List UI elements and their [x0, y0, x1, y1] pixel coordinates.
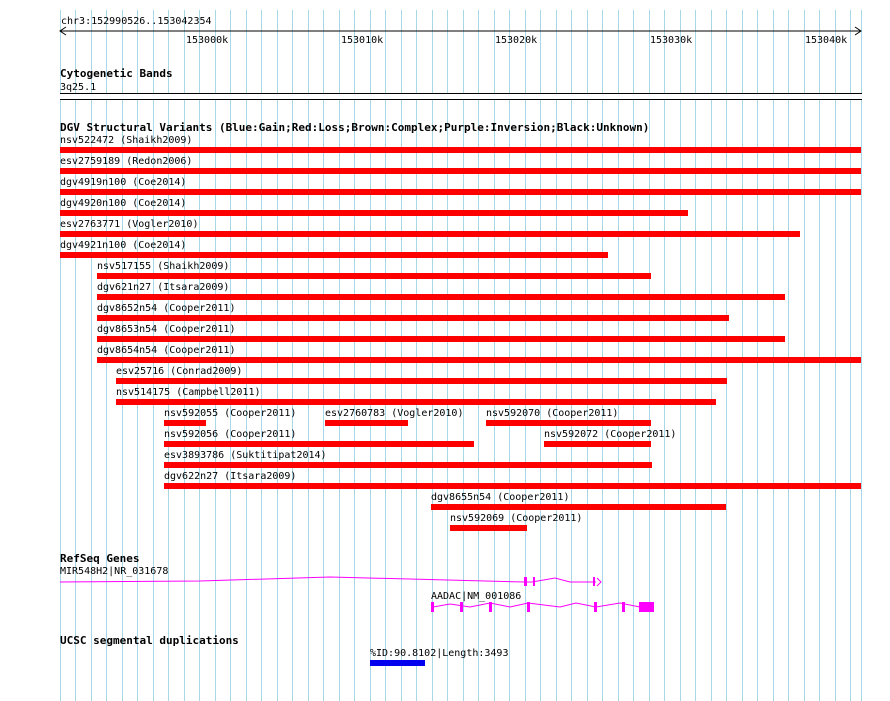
dgv-feature-label[interactable]: nsv592069 (Cooper2011) [450, 513, 583, 524]
ruler-tick-label: 153040k [805, 35, 848, 46]
gene-label-aadac[interactable]: AADAC|NM_001086 [431, 591, 522, 602]
dgv-feature-bar[interactable] [60, 210, 688, 216]
ruler-tick-label: 153030k [650, 35, 693, 46]
dgv-feature-label[interactable]: nsv517155 (Shaikh2009) [97, 261, 230, 272]
dgv-feature-bar[interactable] [97, 294, 785, 300]
ruler[interactable] [0, 0, 890, 60]
exon [431, 602, 434, 612]
cytoband-track-title[interactable]: Cytogenetic Bands [60, 67, 173, 80]
exon [622, 602, 625, 612]
dgv-feature-bar[interactable] [431, 504, 726, 510]
dgv-feature-label[interactable]: esv2759189 (Redon2006) [60, 156, 193, 167]
dgv-feature-bar[interactable] [97, 273, 651, 279]
gene-mir548h2[interactable] [60, 577, 601, 586]
dgv-feature-label[interactable]: dgv8654n54 (Cooper2011) [97, 345, 236, 356]
segdup-label[interactable]: %ID:90.8102|Length:3493 [370, 648, 509, 659]
dgv-feature-bar[interactable] [97, 336, 785, 342]
dgv-feature-bar[interactable] [60, 231, 800, 237]
dgv-feature-bar[interactable] [325, 420, 408, 426]
dgv-feature-bar[interactable] [164, 441, 474, 447]
dgv-feature-label[interactable]: dgv8653n54 (Cooper2011) [97, 324, 236, 335]
exon [533, 577, 535, 586]
refseq-track-title[interactable]: RefSeq Genes [60, 552, 140, 565]
dgv-feature-label[interactable]: dgv8655n54 (Cooper2011) [431, 492, 570, 503]
dgv-feature-bar[interactable] [164, 462, 652, 468]
dgv-feature-label[interactable]: dgv4921n100 (Coe2014) [60, 240, 187, 251]
dgv-feature-bar[interactable] [97, 315, 729, 321]
exon [593, 577, 595, 586]
dgv-feature-bar[interactable] [164, 420, 206, 426]
segdup-feature[interactable] [370, 660, 425, 666]
exon [594, 602, 597, 612]
segdup-track-title[interactable]: UCSC segmental duplications [60, 634, 239, 647]
ruler-tick-label: 153010k [341, 35, 384, 46]
exon [489, 602, 492, 612]
dgv-feature-bar[interactable] [60, 168, 861, 174]
dgv-feature-label[interactable]: esv25716 (Conrad2009) [116, 366, 243, 377]
dgv-track-title[interactable]: DGV Structural Variants (Blue:Gain;Red:Loss;Brown:Complex;Purple:Inversion;Black:Unknown) [60, 121, 650, 134]
exon [524, 577, 527, 586]
dgv-feature-label[interactable]: nsv514175 (Campbell2011) [116, 387, 261, 398]
dgv-feature-bar[interactable] [544, 441, 651, 447]
dgv-feature-bar[interactable] [486, 420, 651, 426]
cytoband-bar[interactable] [60, 93, 862, 100]
dgv-feature-label[interactable]: dgv621n27 (Itsara2009) [97, 282, 230, 293]
dgv-feature-bar[interactable] [60, 147, 861, 153]
dgv-feature-bar[interactable] [450, 525, 527, 531]
dgv-feature-label[interactable]: nsv592056 (Cooper2011) [164, 429, 297, 440]
strand-arrow-icon [597, 578, 601, 586]
refseq-genes-glyphs[interactable] [0, 570, 890, 620]
exon [639, 602, 654, 612]
exon [460, 602, 463, 612]
dgv-feature-label[interactable]: nsv592055 (Cooper2011) [164, 408, 297, 419]
gene-aadac[interactable] [431, 602, 654, 612]
dgv-feature-bar[interactable] [60, 189, 861, 195]
ruler-tick-label: 153020k [495, 35, 538, 46]
dgv-feature-bar[interactable] [97, 357, 861, 363]
dgv-feature-label[interactable]: esv2763771 (Vogler2010) [60, 219, 199, 230]
dgv-feature-bar[interactable] [60, 252, 608, 258]
dgv-feature-label[interactable]: dgv8652n54 (Cooper2011) [97, 303, 236, 314]
dgv-feature-label[interactable]: nsv522472 (Shaikh2009) [60, 135, 193, 146]
ruler-tick-label: 153000k [186, 35, 229, 46]
dgv-feature-bar[interactable] [116, 378, 727, 384]
ruler-range-label: chr3:152990526..153042354 [61, 16, 212, 27]
dgv-feature-label[interactable]: nsv592072 (Cooper2011) [544, 429, 677, 440]
exon [527, 602, 530, 612]
cytoband-label: 3q25.1 [60, 82, 97, 93]
dgv-feature-label[interactable]: dgv4919n100 (Coe2014) [60, 177, 187, 188]
dgv-feature-label[interactable]: esv3893786 (Suktitipat2014) [164, 450, 327, 461]
dgv-feature-label[interactable]: dgv4920n100 (Coe2014) [60, 198, 187, 209]
dgv-feature-label[interactable]: nsv592070 (Cooper2011) [486, 408, 619, 419]
dgv-feature-bar[interactable] [164, 483, 861, 489]
gene-label-mir548h2[interactable]: MIR548H2|NR_031678 [60, 566, 169, 577]
dgv-feature-label[interactable]: esv2760783 (Vogler2010) [325, 408, 464, 419]
dgv-feature-label[interactable]: dgv622n27 (Itsara2009) [164, 471, 297, 482]
dgv-feature-bar[interactable] [116, 399, 716, 405]
